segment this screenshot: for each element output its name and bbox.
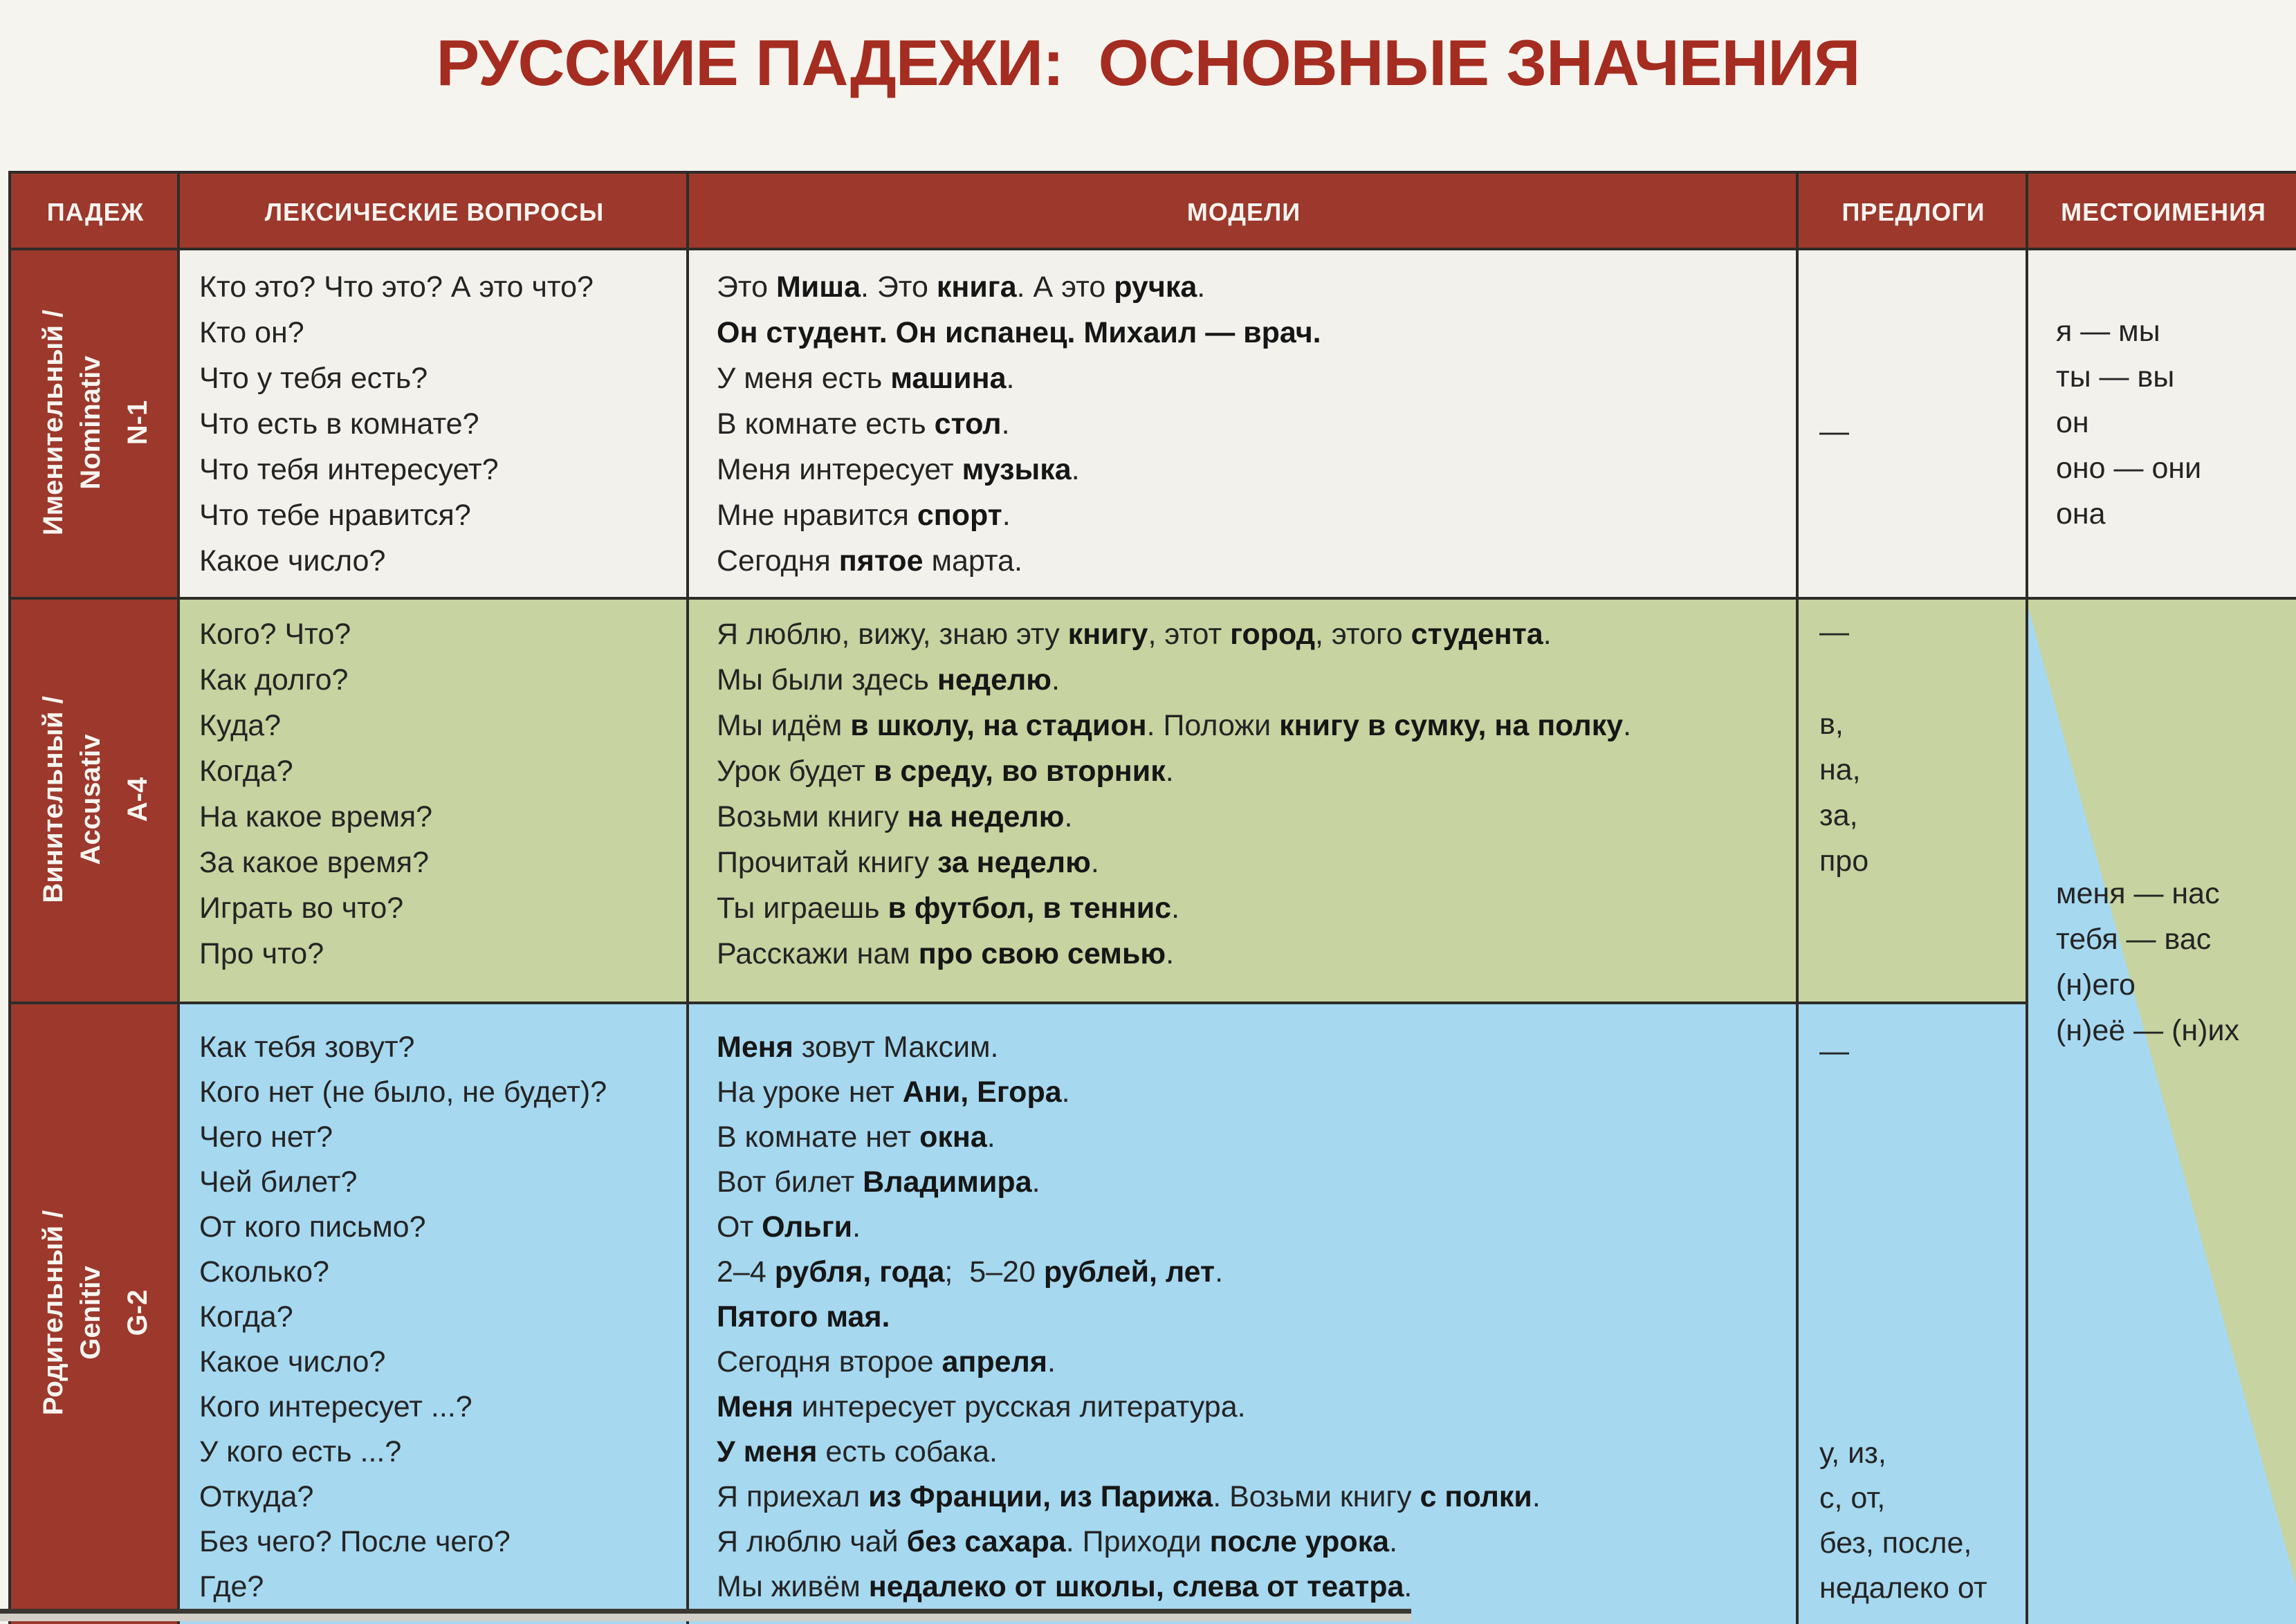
models-genitive	[717, 1025, 1541, 1609]
case-code: A-4	[122, 777, 153, 822]
case-name-ru: Именительный /	[38, 309, 68, 535]
model-line: Возьми книгу на неделю.	[717, 800, 1073, 833]
question-line: Про что?	[199, 937, 324, 970]
model-line: От Ольги.	[717, 1210, 861, 1244]
pronoun-line: меня — нас	[2056, 877, 2220, 910]
model-line: Мы были здесь неделю.	[717, 663, 1060, 696]
column-header-questions: ЛЕКСИЧЕСКИЕ ВОПРОСЫ	[264, 197, 605, 226]
question-line: У кого есть ...?	[199, 1435, 402, 1468]
model-line: Пятого мая.	[717, 1300, 890, 1334]
case-name-ru: Родительный /	[38, 1210, 68, 1416]
model-line: Урок будет в среду, во вторник.	[717, 755, 1174, 788]
preposition-line: недалеко от	[1819, 1571, 1987, 1605]
pronouns-nominative	[2056, 308, 2201, 537]
pronoun-line: тебя — вас	[2056, 923, 2212, 956]
question-line: Играть во что?	[199, 892, 404, 925]
question-line: За какое время?	[199, 846, 430, 879]
pronoun-line: он	[2056, 406, 2089, 439]
preposition-line: про	[1819, 845, 1869, 878]
question-line: Кого интересует ...?	[199, 1390, 472, 1423]
grid-line	[686, 174, 689, 1624]
prepositions-genitive-dash: —	[1819, 1035, 1849, 1068]
model-line: Вот билет Владимира.	[717, 1165, 1040, 1199]
question-line: Когда?	[199, 755, 293, 788]
model-line: В комнате нет окна.	[717, 1120, 995, 1154]
questions-accusative	[199, 611, 432, 977]
question-line: Какое число?	[199, 1345, 386, 1378]
question-line: Откуда?	[199, 1480, 314, 1513]
case-code: G-2	[122, 1289, 153, 1336]
question-line: Кого нет (не было, не будет)?	[199, 1076, 607, 1109]
question-line: Кто это? Что это? А это что?	[199, 270, 594, 304]
page-title: РУССКИЕ ПАДЕЖИ: ОСНОВНЫЕ ЗНАЧЕНИЯ	[436, 26, 1860, 99]
grid-line	[1796, 174, 1799, 1624]
model-line: Мы живём недалеко от школы, слева от театра.	[717, 1570, 1413, 1603]
model-line: Мне нравится спорт.	[717, 499, 1011, 532]
pronoun-line: (н)её — (н)их	[2056, 1014, 2240, 1047]
column-header-case: ПАДЕЖ	[46, 197, 145, 226]
question-line: Куда?	[199, 709, 282, 742]
question-line: Как долго?	[199, 663, 349, 696]
model-line: Я приехал из Франции, из Парижа. Возьми книгу с полки.	[717, 1480, 1541, 1513]
preposition-line: на,	[1819, 753, 1861, 786]
column-header-prepositions: ПРЕДЛОГИ	[1842, 197, 1985, 226]
case-label-accusative	[11, 597, 180, 1002]
question-line: Где?	[199, 1570, 264, 1603]
model-line: Прочитай книгу за неделю.	[717, 846, 1099, 879]
preposition-line: в,	[1819, 708, 1844, 741]
model-line: Меня интересует музыка.	[717, 453, 1080, 486]
pronoun-line: она	[2056, 497, 2106, 530]
model-line: На уроке нет Ани, Егора.	[717, 1076, 1070, 1109]
merged-pronouns-cell	[2026, 597, 2296, 1624]
model-line: В комнате есть стол.	[717, 407, 1010, 441]
question-line: Что тебе нравится?	[199, 499, 471, 532]
diagonal-color-wedge	[2026, 597, 2296, 1624]
pronoun-line: ты — вы	[2056, 360, 2175, 394]
scan-bottom-edge	[0, 1609, 1411, 1614]
case-name-lat: Accusativ	[75, 734, 106, 865]
model-line: Ты играешь в футбол, в теннис.	[717, 892, 1180, 925]
prepositions-nominative-dash: —	[1819, 415, 1849, 448]
questions-genitive	[199, 1025, 607, 1609]
prepositions-accusative	[1819, 701, 1868, 884]
question-line: Чей билет?	[199, 1165, 358, 1199]
question-line: Чего нет?	[199, 1120, 333, 1154]
model-line: Мы идём в школу, на стадион. Положи книгу в сумку, на полку.	[717, 709, 1632, 742]
scan-bottom-margin	[0, 1614, 1411, 1621]
model-line: Сегодня второе апреля.	[717, 1345, 1056, 1378]
pronoun-line: я — мы	[2056, 315, 2160, 348]
case-name-lat: Nominativ	[75, 355, 106, 490]
grid-line	[11, 597, 2296, 600]
model-line: Я люблю чай без сахара. Приходи после урока.	[717, 1525, 1398, 1558]
pronoun-line: (н)его	[2056, 968, 2136, 1002]
column-header-models: МОДЕЛИ	[1186, 197, 1301, 226]
model-line: Он студент. Он испанец. Михаил — врач.	[717, 316, 1321, 349]
column-header-pronouns: МЕСТОИМЕНИЯ	[2061, 197, 2266, 226]
preposition-line: за,	[1819, 799, 1858, 832]
models-accusative	[717, 611, 1631, 977]
preposition-line: без, после,	[1819, 1526, 1972, 1560]
case-name-ru: Винительный /	[38, 695, 68, 903]
case-label-nominative	[11, 248, 180, 597]
question-line: Какое число?	[199, 544, 386, 578]
question-line: Когда?	[199, 1300, 293, 1334]
pronouns-accusative-genitive	[2056, 871, 2239, 1053]
grid-line	[11, 1002, 2028, 1004]
question-line: Что есть в комнате?	[199, 407, 479, 441]
model-line: У меня есть машина.	[717, 362, 1015, 395]
question-line: От кого письмо?	[199, 1210, 426, 1244]
question-line: Кто он?	[199, 316, 304, 349]
question-line: Что у тебя есть?	[199, 362, 428, 395]
pronoun-line: оно — они	[2056, 452, 2202, 485]
questions-nominative	[199, 264, 594, 584]
model-line: Сегодня пятое марта.	[717, 544, 1022, 578]
question-line: Без чего? После чего?	[199, 1525, 511, 1558]
model-line: 2–4 рубля, года; 5–20 рублей, лет.	[717, 1255, 1224, 1289]
grid-line	[2026, 174, 2028, 1624]
question-line: На какое время?	[199, 800, 433, 833]
cases-table	[8, 171, 2296, 1624]
prepositions-accusative-dash: —	[1819, 616, 1849, 649]
question-line: Как тебя зовут?	[199, 1031, 415, 1064]
models-nominative	[717, 264, 1321, 584]
preposition-line: у, из,	[1819, 1437, 1886, 1470]
case-code: N-1	[122, 400, 153, 445]
model-line: У меня есть собака.	[717, 1435, 998, 1468]
question-line: Что тебя интересует?	[199, 453, 499, 486]
model-line: Меня зовут Максим.	[717, 1031, 999, 1064]
question-line: Сколько?	[199, 1255, 329, 1289]
model-line: Расскажи нам про свою семью.	[717, 937, 1175, 970]
case-name-lat: Genitiv	[75, 1266, 106, 1360]
model-line: Меня интересует русская литература.	[717, 1390, 1246, 1423]
model-line: Я люблю, вижу, знаю эту книгу, этот город, этого студента.	[717, 618, 1552, 651]
case-label-genitive	[11, 1002, 180, 1624]
model-line: Это Миша. Это книга. А это ручка.	[717, 270, 1206, 304]
prepositions-genitive	[1819, 1431, 1987, 1611]
preposition-line: с, от,	[1819, 1482, 1886, 1515]
question-line: Кого? Что?	[199, 618, 351, 651]
